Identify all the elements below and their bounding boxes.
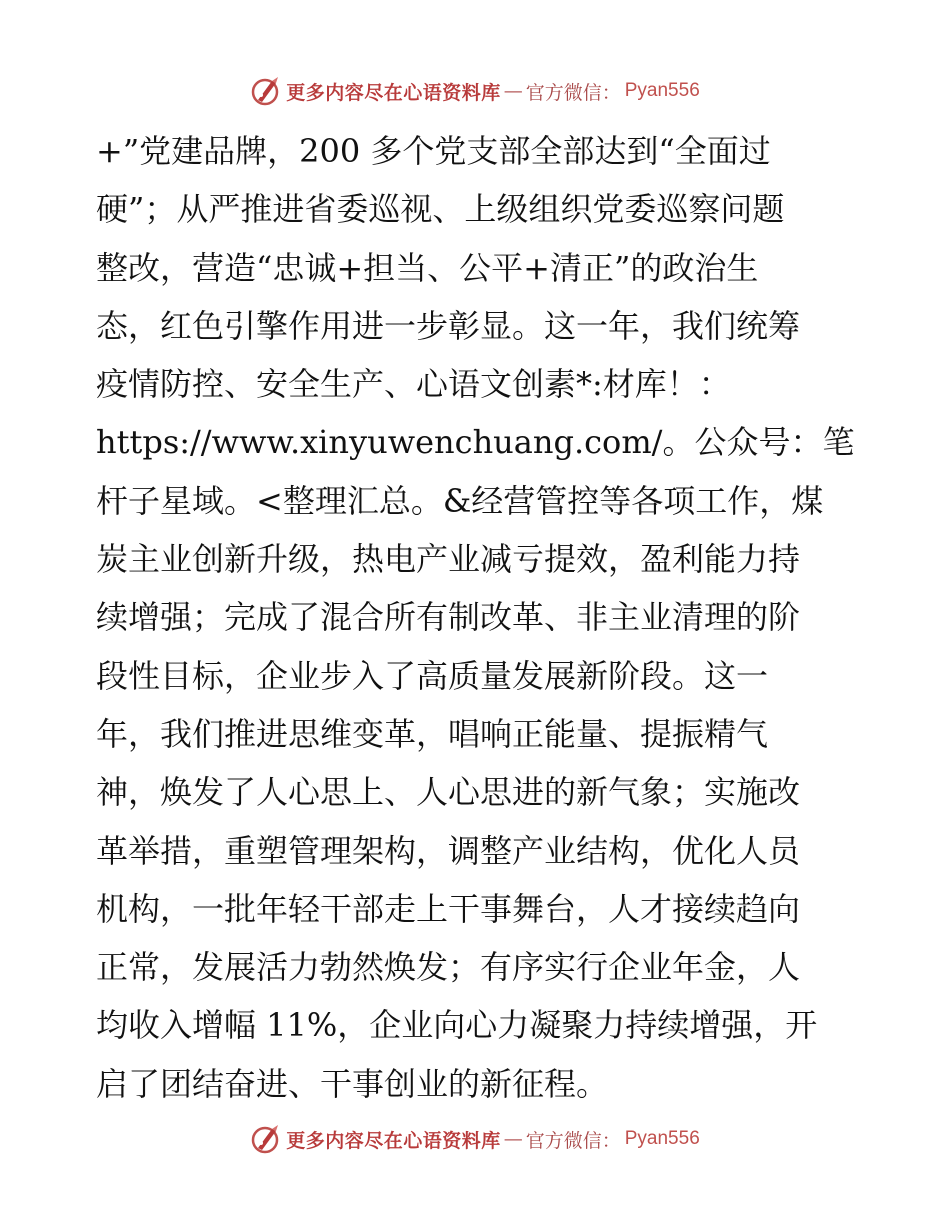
watermark-account: Pyan556 [624, 1128, 700, 1149]
text-line: +”党建品牌，200 多个党支部全部达到“全面过 [96, 132, 771, 170]
text-line: https://www.xinyuwenchuang.com/。公众号：笔 [96, 423, 855, 462]
watermark-account: Pyan556 [624, 80, 700, 101]
text-line: 疫情防控、安全生产、心语文创素*:材库！： [96, 365, 731, 404]
text-line: 正常，发展活力勃然焕发；有序实行企业年金，人 [96, 948, 801, 987]
text-line: 硬”；从严推进省委巡视、上级组织党委巡察问题 [96, 190, 785, 229]
text-line: 启了团结奋进、干事创业的新征程。 [96, 1064, 609, 1103]
text-line: 炭主业创新升级，热电产业减亏提效，盈利能力持 [96, 540, 801, 579]
watermark-separator: — [503, 80, 523, 102]
watermark-official-label: 官方微信： [525, 1129, 621, 1152]
document-body [96, 122, 856, 1113]
text-line: 段性目标，企业步入了高质量发展新阶段。这一 [96, 656, 769, 695]
text-line: 整改，营造“忠诚+担当、公平+清正”的政治生 [96, 248, 759, 287]
watermark-separator: — [503, 1128, 523, 1150]
text-line: 机构，一批年轻干部走上干事舞台，人才接续趋向 [96, 889, 801, 928]
watermark-official-label: 官方微信： [525, 81, 621, 104]
text-line: 均收入增幅 11%，企业向心力凝聚力持续增强，开 [96, 1006, 818, 1045]
text-line: 杆子星域。<整理汇总。&经营管控等各项工作，煤 [96, 481, 824, 520]
text-line: 态，红色引擎作用进一步彰显。这一年，我们统筹 [96, 306, 801, 345]
watermark-brand-text: 更多内容尽在心语资料库 [286, 81, 501, 104]
quill-pen-logo-icon [250, 1123, 282, 1155]
footer-watermark-banner [0, 1119, 950, 1159]
header-watermark-banner [0, 71, 950, 111]
quill-pen-logo-icon [250, 75, 282, 107]
text-line: 年，我们推进思维变革，唱响正能量、提振精气 [96, 714, 769, 753]
watermark-brand-text: 更多内容尽在心语资料库 [286, 1129, 501, 1152]
text-line: 续增强；完成了混合所有制改革、非主业清理的阶 [96, 598, 801, 637]
text-line: 革举措，重塑管理架构，调整产业结构，优化人员 [96, 831, 801, 870]
text-line: 神，焕发了人心思上、人心思进的新气象；实施改 [96, 773, 801, 812]
